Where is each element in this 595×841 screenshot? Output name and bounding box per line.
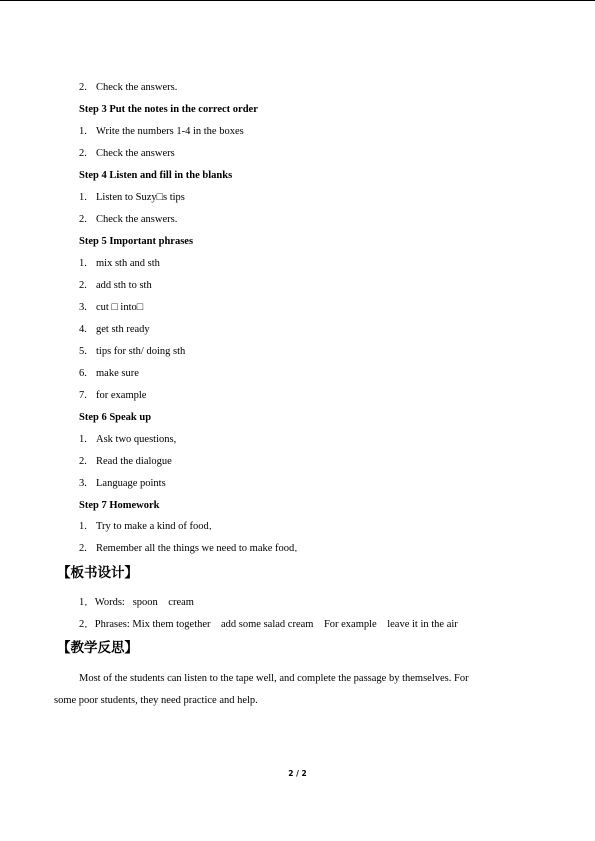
item-text: Check the answers [96,148,175,159]
item-text: Remember all the things we need to make food． [96,543,305,554]
board-phrases: 2．Phrases: Mix them together add some salad cream For example leave it in the air [79,619,458,630]
item-text: add sth to sth [96,280,152,291]
step-heading: Step 5 Important phrases [79,236,194,247]
board-design-heading: 【板书设计】 [57,565,138,581]
item-text: Listen to Suzy□s tips [96,192,185,203]
item-number: 3. [79,478,87,489]
item-number: 1. [79,521,87,532]
item-number: 2. [79,280,87,291]
board-words: 1．Words: spoon cream [79,597,194,608]
item-text: Ask two questions, [96,434,177,445]
step-heading: Step 7 Homework [79,500,160,511]
item-text: mix sth and sth [96,258,160,269]
item-number: 3. [79,302,87,313]
item-text: Read the dialogue [96,456,172,467]
item-text: cut □ into□ [96,302,144,313]
step-heading: Step 6 Speak up [79,412,152,423]
item-text: for example [96,390,147,401]
step-heading: Step 4 Listen and fill in the blanks [79,170,233,181]
page-number: 2 / 2 [288,769,307,778]
reflection-paragraph-line-1: Most of the students can listen to the tape well, and complete the passage by themselves. For [79,673,469,684]
item-number: 6. [79,368,87,379]
item-number: 2. [79,543,87,554]
item-number: 1. [79,258,87,269]
item-number: 1. [79,126,87,137]
item-number: 2. [79,456,87,467]
item-number: 1. [79,434,87,445]
item-text: Write the numbers 1-4 in the boxes [96,126,244,137]
item-number: 2. [79,82,87,93]
item-text: make sure [96,368,139,379]
teaching-reflection-heading: 【教学反思】 [57,640,138,656]
item-text: Check the answers. [96,82,178,93]
reflection-paragraph-line-2: some poor students, they need practice and help. [54,695,258,706]
item-text: Check the answers. [96,214,178,225]
item-number: 5. [79,346,87,357]
item-number: 2. [79,214,87,225]
item-number: 4. [79,324,87,335]
item-number: 2. [79,148,87,159]
item-number: 1. [79,192,87,203]
item-number: 7. [79,390,87,401]
header-rule [0,0,595,1]
item-text: Language points [96,478,166,489]
item-text: Try to make a kind of food． [96,521,220,532]
step-heading: Step 3 Put the notes in the correct order [79,104,258,115]
item-text: tips for sth/ doing sth [96,346,186,357]
item-text: get sth ready [96,324,150,335]
